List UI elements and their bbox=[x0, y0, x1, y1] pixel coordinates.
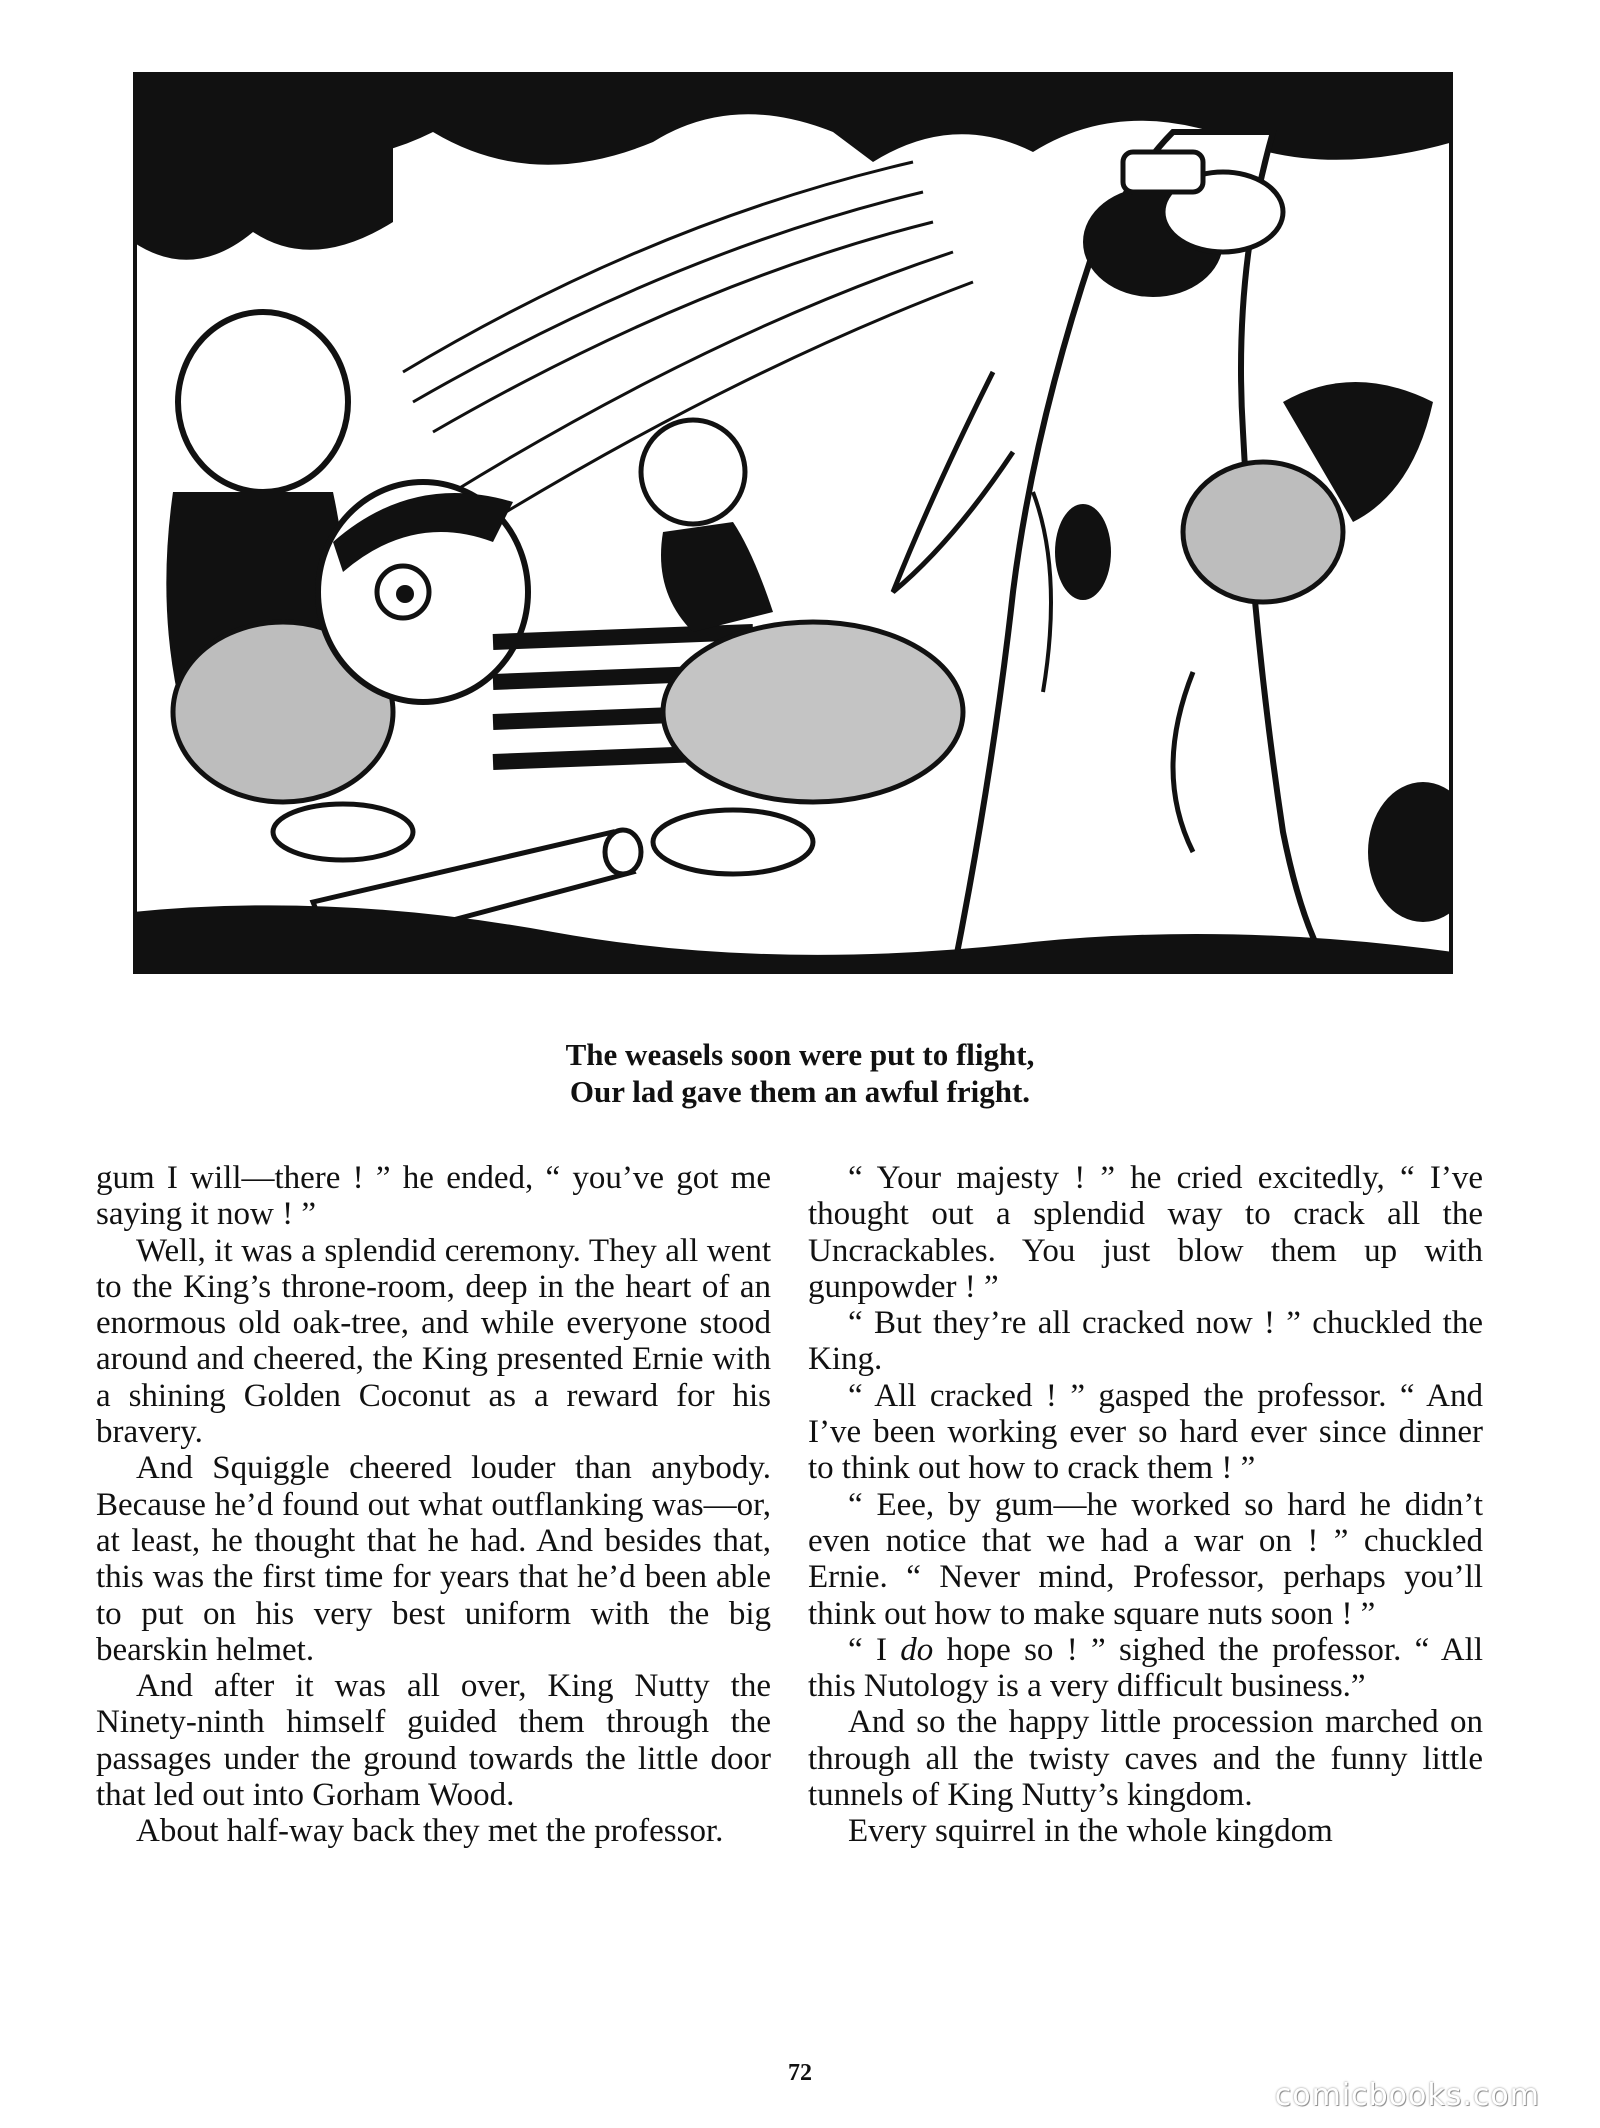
comic-illustration bbox=[133, 72, 1453, 974]
page-number: 72 bbox=[788, 2060, 812, 2086]
paragraph: And after it was all over, King Nutty the Ninety-ninth himself guided them through the passages under the ground towards the little door that led out into Gorham Wood. bbox=[96, 1668, 771, 1814]
text-run: hope so ! ” sighed the professor. “ All this Nutology is a very difficult business.” bbox=[808, 1631, 1483, 1705]
caption-line: Our lad gave them an awful fright. bbox=[569, 1074, 1031, 1109]
caption-line: The weasels soon were put to flight, bbox=[565, 1037, 1035, 1072]
paragraph: gum I will—there ! ” he ended, “ you’ve got me saying it now ! ” bbox=[96, 1160, 771, 1233]
paragraph: “ Eee, by gum—he worked so hard he didn’t even notice that we had a war on ! ” chuckled Ernie. “ Never mind, Professor, perhaps you’ll think out how to make square nuts soon ! ” bbox=[808, 1486, 1483, 1632]
paragraph: “ But they’re all cracked now ! ” chuckled the King. bbox=[808, 1305, 1483, 1378]
illustration-caption bbox=[0, 1036, 1600, 1110]
left-text-column bbox=[96, 1160, 771, 1850]
illustration-art bbox=[133, 72, 1453, 974]
emphasis-text: do bbox=[900, 1631, 934, 1668]
paragraph: Well, it was a splendid ceremony. They all went to the King’s throne-room, deep in the heart of an enormous old oak-tree, and while everyone stood around and cheered, the King presented Ernie with a shining Golden Coconut as a reward for his bravery. bbox=[96, 1232, 771, 1451]
watermark: comicbooks.com bbox=[1274, 2078, 1540, 2113]
paragraph: About half-way back they met the professor. bbox=[136, 1813, 724, 1850]
right-text-column bbox=[808, 1160, 1483, 1850]
paragraph bbox=[808, 1632, 1483, 1705]
paragraph: And Squiggle cheered louder than anybody. Because he’d found out what outflanking was—or, at least, he thought that he had. And besides that, this was the first time for years that he’d been able to put on his very best uniform with the big bearskin helmet. bbox=[96, 1450, 771, 1668]
paragraph: And so the happy little procession marched on through all the twisty caves and the funny little tunnels of King Nutty’s kingdom. bbox=[808, 1704, 1483, 1814]
paragraph: “ Your majesty ! ” he cried excitedly, “ I’ve thought out a splendid way to crack all the Uncrackables. You just blow them up with gunpowder ! ” bbox=[808, 1160, 1483, 1305]
paragraph: Every squirrel in the whole kingdom bbox=[848, 1813, 1333, 1850]
text-run: “ I bbox=[848, 1631, 901, 1668]
paragraph: “ All cracked ! ” gasped the professor. “ And I’ve been working ever so hard ever since dinner to think out how to crack them ! ” bbox=[808, 1377, 1483, 1487]
